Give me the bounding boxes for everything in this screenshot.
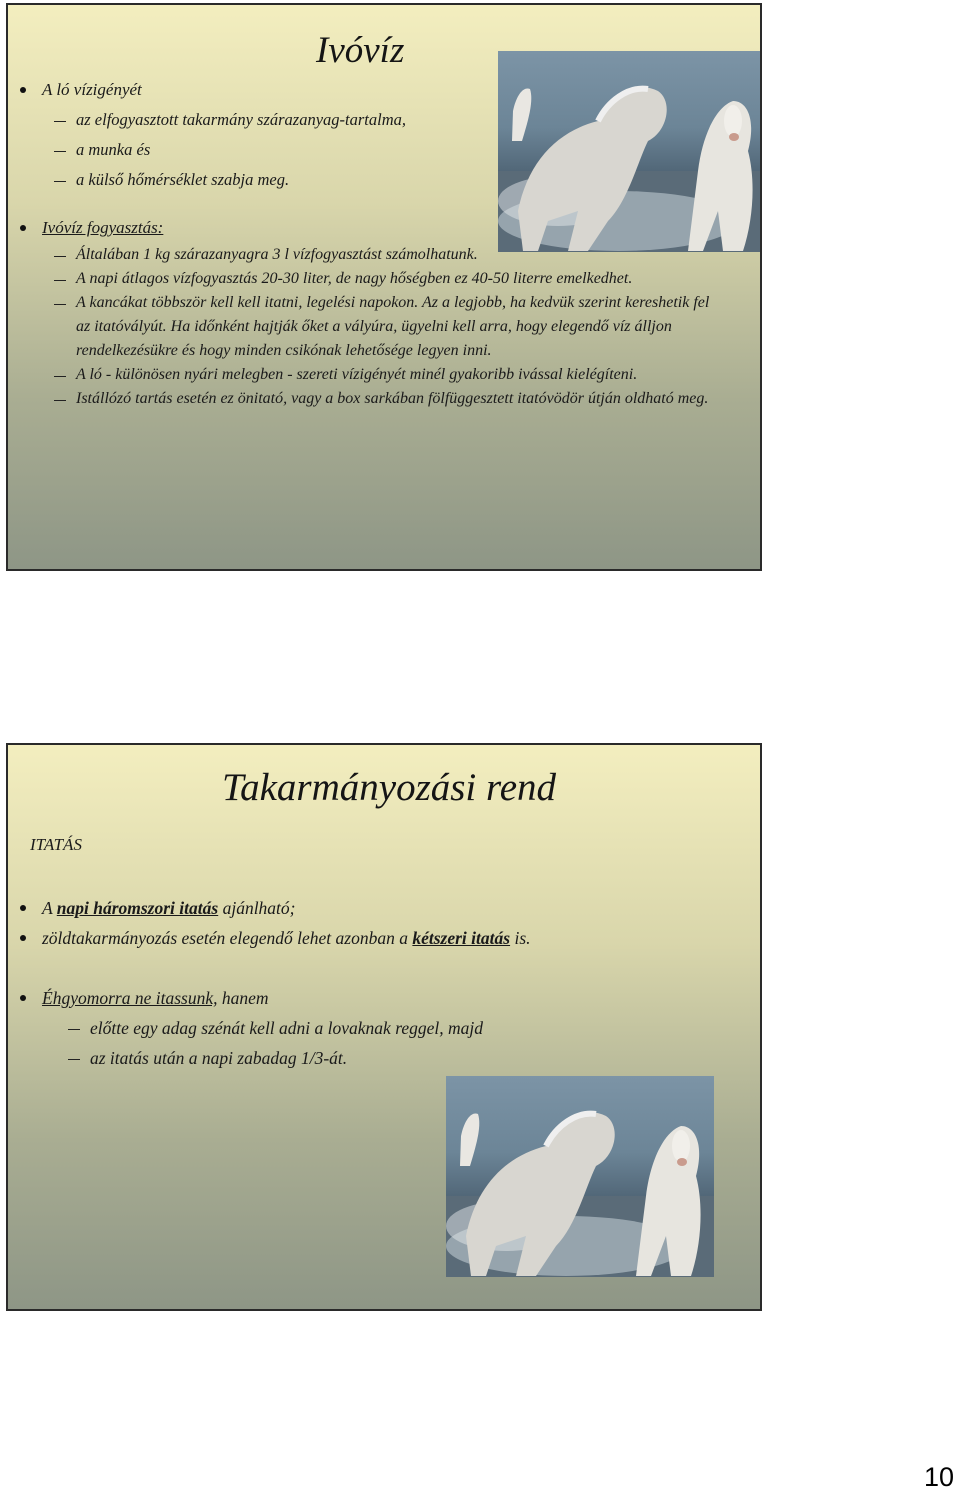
slide-title: Takarmányozási rend [222, 766, 557, 809]
text-underlined: Éhgyomorra ne itassunk, [42, 988, 218, 1008]
sub-item: A ló - különösen nyári melegben - szereti vízigényét minél gyakoribb ivással kielégíteni. [8, 363, 726, 387]
horses-photo-icon [498, 51, 762, 252]
slide-ivoviz [6, 3, 762, 571]
spacer [8, 953, 748, 983]
sub-item: a külső hőmérséklet szabja meg. [8, 165, 748, 195]
sub-item: Istállózó tartás esetén ez önitató, vagy a box sarkában fölfüggesztett itatóvödör útján oldható meg. [8, 387, 726, 411]
sub-item: előtte egy adag szénát kell adni a lovaknak reggel, majd [8, 1013, 748, 1043]
text-pre: A [42, 898, 57, 918]
page-number: 10 [923, 1462, 954, 1492]
section-label: ITATÁS [30, 835, 82, 854]
sub-item: az elfogyasztott takarmány szárazanyag-tartalma, [8, 105, 748, 135]
bullet-list [8, 893, 748, 1073]
horses-photo-icon [446, 1076, 714, 1277]
text-bold: kétszeri itatás [412, 928, 511, 948]
sub-item: A napi átlagos vízfogyasztás 20-30 liter, de nagy hőségben ez 40-50 literre emelkedhet. [8, 267, 726, 291]
bullet-vizigeny: A ló vízigényét [8, 75, 748, 105]
sub-item: A kancákat többször kell kell itatni, legelési napokon. Az a legjobb, ha kedvük szerint kereshetik fel az itatóvályút. Ha időnként hajtják őket a vályúra, ügyelni kell arra, hogy elegendő víz álljon rendelkezésükre és hogy minden csikónak lehetősége legyen inni. [8, 291, 726, 363]
text-pre: zöldtakarmányozás esetén elegendő lehet azonban a [42, 928, 413, 948]
bullet-ehgyomorra [8, 983, 748, 1013]
slide-title: Ivóvíz [316, 30, 405, 71]
slide-takarmanyozasi-rend [6, 743, 762, 1311]
bullet-ketszeri-itatas [8, 923, 748, 953]
sub-item: az itatás után a napi zabadag 1/3-át. [8, 1043, 748, 1073]
sub-item: a munka és [8, 135, 748, 165]
horses-photo [498, 51, 762, 252]
bullet-label: Ivóvíz fogyasztás: [42, 218, 164, 237]
text-bold: napi háromszori itatás [56, 898, 219, 918]
text-rest: hanem [217, 988, 269, 1008]
bullet-haromszori-itatas [8, 893, 748, 923]
text-post: is. [510, 928, 531, 948]
sub-item: Általában 1 kg szárazanyagra 3 l vízfogyasztást számolhatunk. [8, 243, 726, 267]
text-post: ajánlható; [218, 898, 296, 918]
horses-photo [446, 1076, 714, 1277]
